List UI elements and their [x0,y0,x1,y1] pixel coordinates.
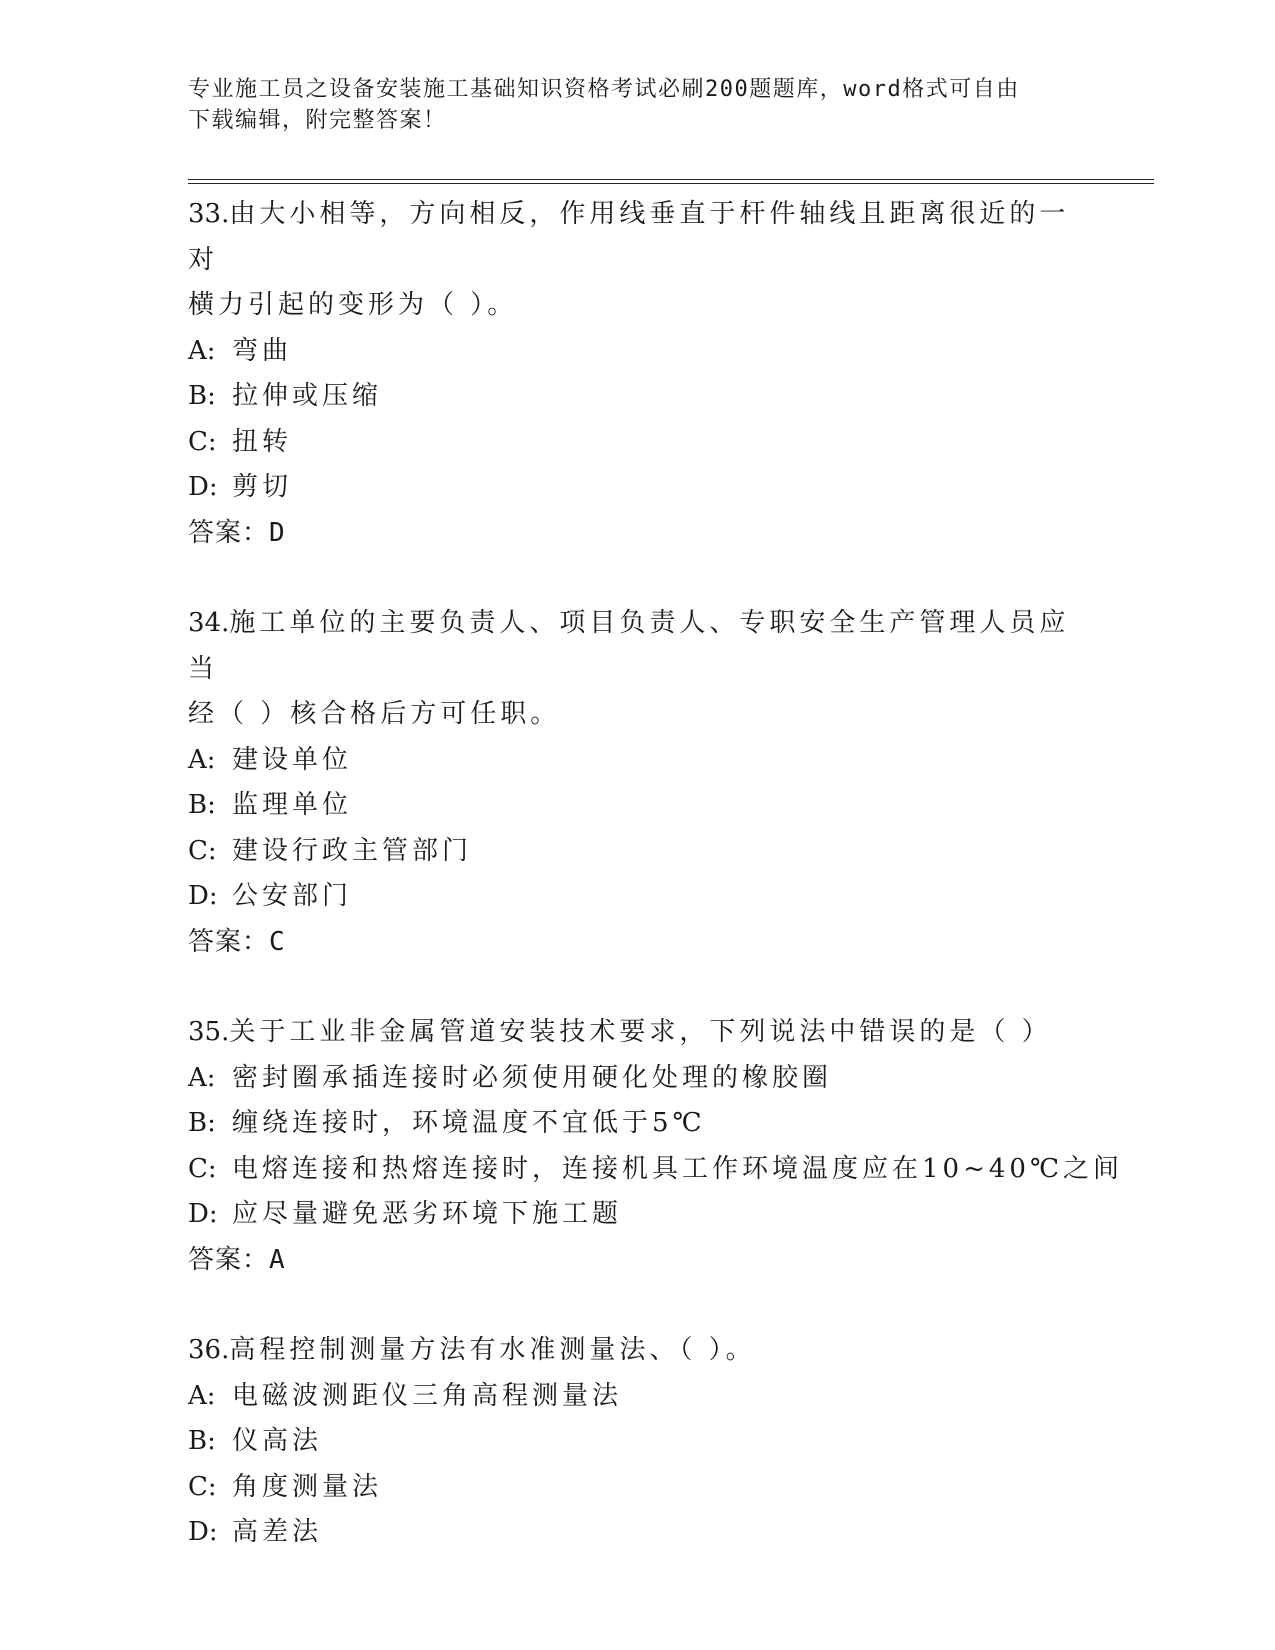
option-key: B: [188,790,216,820]
option-key: A: [188,1380,216,1411]
question-36 [188,1328,1088,1556]
option-key: D: [188,1199,218,1229]
option-text: 扭转 [232,426,293,457]
answer-value: A [269,1244,286,1275]
option-c [188,829,1088,875]
option-key: C: [188,1153,217,1184]
question-list [188,192,1124,1556]
option-key: A: [188,335,216,366]
question-34 [188,601,1088,965]
option-d [188,1192,1088,1238]
option-key: A: [188,1062,216,1093]
answer-label: 答案： [188,517,270,548]
option-key: D: [188,881,218,911]
question-stem [188,192,1088,283]
option-key: B: [188,381,216,411]
option-key: C: [188,835,217,866]
question-spacer [188,556,1088,601]
option-key: A: [188,744,216,775]
question-text-line-1: 施工单位的主要负责人、项目负责人、专职安全生产管理人员应当 [188,608,1070,684]
question-stem [188,601,1088,692]
option-key: D: [188,472,218,502]
option-text: 建设单位 [232,744,353,775]
option-key: C: [188,1471,217,1502]
answer-value: C [269,926,286,957]
option-c [188,1147,1124,1193]
header-line-2: 下载编辑，附完整答案！ [188,108,447,133]
option-text: 角度测量法 [232,1471,383,1502]
option-a [188,738,1088,784]
question-number: 34. [188,608,230,638]
option-a [188,329,1088,375]
question-number: 36. [188,1335,230,1365]
answer-value: D [269,517,286,548]
option-text: 应尽量避免恶劣环境下施工题 [232,1199,623,1229]
question-text-line-1: 关于工业非金属管道安装技术要求，下列说法中错误的是（ ） [229,1017,1052,1047]
question-text-line-2: 经（ ）核合格后方可任职。 [188,699,561,729]
question-text-line-1: 由大小相等，方向相反，作用线垂直于杆件轴线且距离很近的一对 [188,199,1070,275]
option-text: 仪高法 [232,1426,323,1456]
option-key: D: [188,1517,218,1547]
option-text: 高差法 [232,1517,323,1547]
option-d [188,465,1088,511]
option-a [188,1374,1088,1420]
option-text: 电熔连接和热熔连接时，连接机具工作环境温度应在10~40℃之间 [232,1153,1124,1184]
answer-line [188,511,1088,557]
question-stem [188,1328,1088,1374]
answer-label: 答案： [188,926,270,957]
option-d [188,874,1088,920]
question-text-line-2: 横力引起的变形为（ ）。 [188,290,518,320]
header-divider-top [188,179,1154,180]
option-text: 剪切 [232,472,293,502]
answer-label: 答案： [188,1244,270,1275]
option-key: B: [188,1108,216,1138]
option-text: 公安部门 [232,881,353,911]
option-b [188,1101,1088,1147]
question-number: 33. [188,199,230,229]
option-text: 密封圈承插连接时必须使用硬化处理的橡胶圈 [232,1062,833,1093]
answer-line [188,1238,1088,1284]
option-text: 拉伸或压缩 [232,381,383,411]
question-stem [188,1010,1088,1056]
option-b [188,374,1088,420]
option-text: 缠绕连接时，环境温度不宜低于5℃ [232,1108,706,1138]
header-line-1: 专业施工员之设备安装施工基础知识资格考试必刷200题题库，word格式可自由 [188,77,1020,102]
question-text-line-1: 高程控制测量方法有水准测量法、（ ）。 [229,1335,756,1365]
question-spacer [188,1283,1088,1328]
answer-line [188,920,1088,966]
option-text: 建设行政主管部门 [232,835,473,866]
question-number: 35. [188,1017,230,1047]
option-key: B: [188,1426,216,1456]
option-b [188,1419,1088,1465]
option-d [188,1510,1088,1556]
question-35 [188,1010,1124,1283]
option-c [188,420,1088,466]
option-b [188,783,1088,829]
option-key: C: [188,426,217,457]
option-c [188,1465,1088,1511]
header-divider-bottom [188,183,1154,184]
option-text: 电磁波测距仪三角高程测量法 [232,1380,623,1411]
document-header [188,74,1088,136]
question-spacer [188,965,1088,1010]
option-text: 弯曲 [232,335,293,366]
option-text: 监理单位 [232,790,353,820]
option-a [188,1056,1088,1102]
question-33 [188,192,1088,556]
